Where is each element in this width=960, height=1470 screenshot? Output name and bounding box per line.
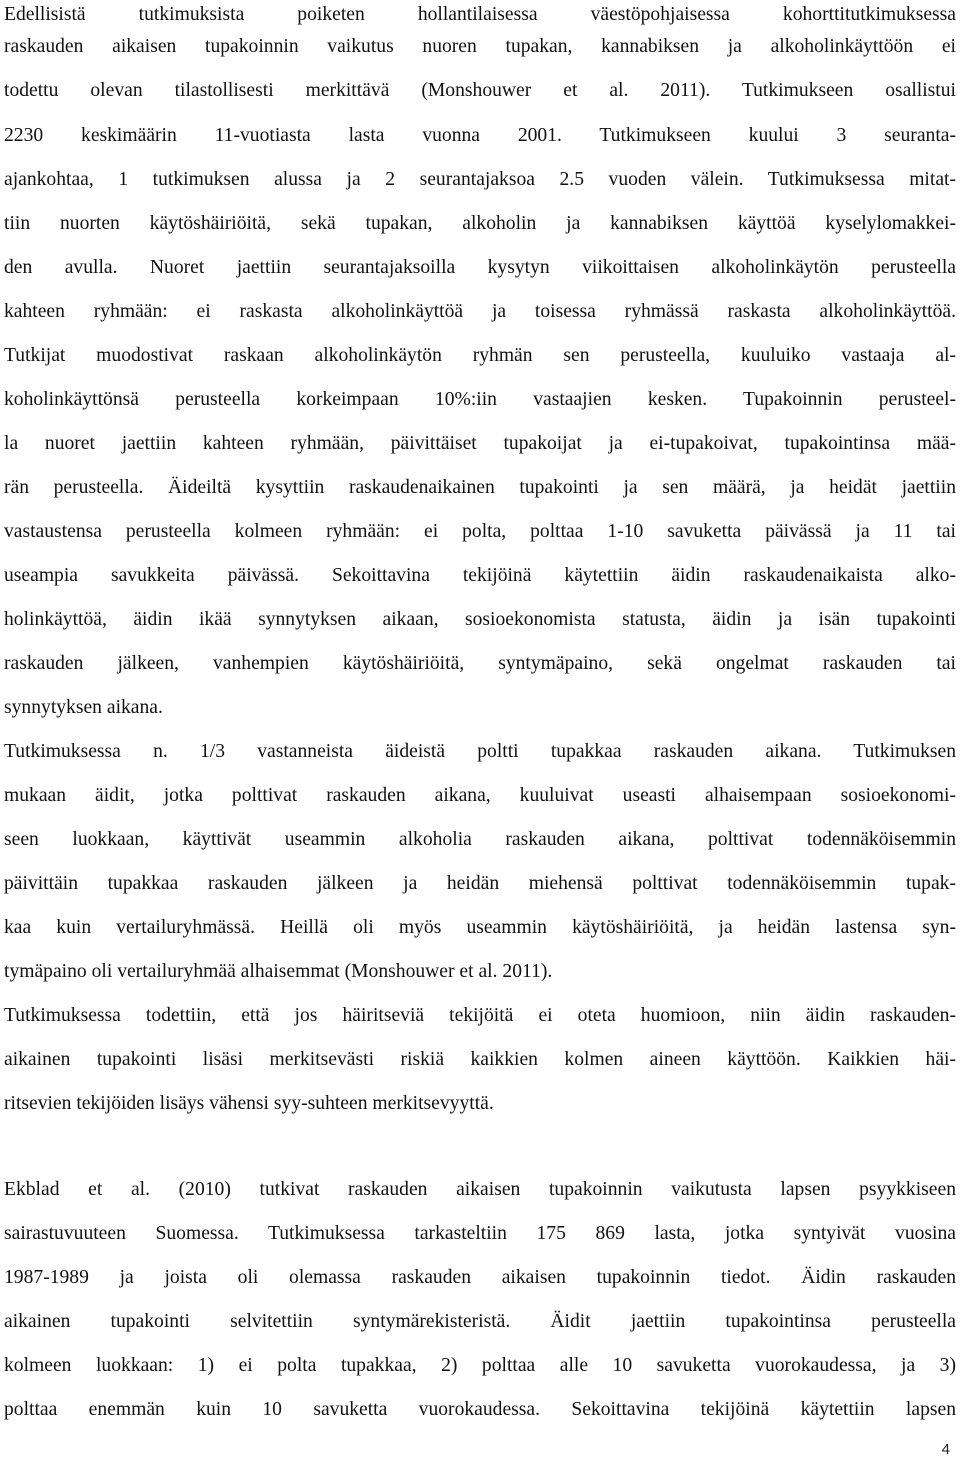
text-line: mukaan äidit, jotka polttivat raskauden aikana, kuuluivat useasti alhaisempaan sosioekonomi- <box>4 785 956 806</box>
text-line: la nuoret jaettiin kahteen ryhmään, päivittäiset tupakoijat ja ei-tupakoivat, tupakointinsa mää- <box>4 433 956 454</box>
text-line: koholinkäyttönsä perusteella korkeimpaan 10%:iin vastaajien kesken. Tupakoinnin perusteel- <box>4 389 956 410</box>
text-line: vastaustensa perusteella kolmeen ryhmään: ei polta, polttaa 1-10 savuketta päivässä ja 11 tai <box>4 521 956 542</box>
text-line: kaa kuin vertailuryhmässä. Heillä oli myös useammin käytöshäiriöitä, ja heidän lastensa syn- <box>4 917 956 938</box>
text-line: Tutkimuksessa todettiin, että jos häiritseviä tekijöitä ei oteta huomioon, niin äidin raskauden- <box>4 1005 956 1026</box>
text-line: päivittäin tupakkaa raskauden jälkeen ja heidän miehensä polttivat todennäköisemmin tupak- <box>4 873 956 894</box>
text-line: tymäpaino oli vertailuryhmää alhaisemmat (Monshouwer et al. 2011). <box>4 961 553 982</box>
text-line: aikainen tupakointi lisäsi merkitsevästi riskiä kaikkien kolmen aineen käyttöön. Kaikkien häi- <box>4 1049 956 1070</box>
text-line: rän perusteella. Äideiltä kysyttiin raskaudenaikainen tupakointi ja sen määrä, ja heidät jaettiin <box>4 477 956 498</box>
text-line: 2230 keskimäärin 11-vuotiasta lasta vuonna 2001. Tutkimukseen kuului 3 seuranta- <box>4 125 956 146</box>
page-number: 4 <box>941 1441 950 1458</box>
text-line: tiin nuorten käytöshäiriöitä, sekä tupakan, alkoholin ja kannabiksen käyttöä kyselylomakkei- <box>4 213 956 234</box>
text-line: ajankohtaa, 1 tutkimuksen alussa ja 2 seurantajaksoa 2.5 vuoden välein. Tutkimuksessa mitat- <box>4 169 956 190</box>
text-line: sairastuvuuteen Suomessa. Tutkimuksessa tarkasteltiin 175 869 lasta, jotka syntyivät vuosina <box>4 1223 956 1244</box>
text-line: Ekblad et al. (2010) tutkivat raskauden aikaisen tupakoinnin vaikutusta lapsen psyykkiseen <box>4 1179 956 1200</box>
text-line: todettu olevan tilastollisesti merkittävä (Monshouwer et al. 2011). Tutkimukseen osallistui <box>4 80 956 101</box>
text-line: Edellisistä tutkimuksista poiketen hollantilaisessa väestöpohjaisessa kohorttitutkimuksessa <box>4 4 956 25</box>
text-line: kahteen ryhmään: ei raskasta alkoholinkäyttöä ja toisessa ryhmässä raskasta alkoholinkäyttöä. <box>4 301 956 322</box>
text-line: useampia savukkeita päivässä. Sekoittavina tekijöinä käytettiin äidin raskaudenaikaista alko- <box>4 565 956 586</box>
text-line: den avulla. Nuoret jaettiin seurantajaksoilla kysytyn viikoittaisen alkoholinkäytön perusteella <box>4 257 956 278</box>
text-line: synnytyksen aikana. <box>4 697 163 718</box>
text-line: aikainen tupakointi selvitettiin syntymärekisteristä. Äidit jaettiin tupakointinsa perusteella <box>4 1311 956 1332</box>
text-line: raskauden jälkeen, vanhempien käytöshäiriöitä, syntymäpaino, sekä ongelmat raskauden tai <box>4 653 956 674</box>
text-line: raskauden aikaisen tupakoinnin vaikutus nuoren tupakan, kannabiksen ja alkoholinkäyttöön ei <box>4 36 956 57</box>
text-line: seen luokkaan, käyttivät useammin alkoholia raskauden aikana, polttivat todennäköisemmin <box>4 829 956 850</box>
text-line: kolmeen luokkaan: 1) ei polta tupakkaa, 2) polttaa alle 10 savuketta vuorokaudessa, ja 3) <box>4 1355 956 1376</box>
text-line: polttaa enemmän kuin 10 savuketta vuorokaudessa. Sekoittavina tekijöinä käytettiin lapsen <box>4 1399 956 1420</box>
text-line: ritsevien tekijöiden lisäys vähensi syy-suhteen merkitsevyyttä. <box>4 1093 494 1114</box>
text-line: Tutkijat muodostivat raskaan alkoholinkäytön ryhmän sen perusteella, kuuluiko vastaaja al- <box>4 345 956 366</box>
text-line: Tutkimuksessa n. 1/3 vastanneista äideistä poltti tupakkaa raskauden aikana. Tutkimuksen <box>4 741 956 762</box>
document-page <box>4 0 956 1470</box>
text-line: holinkäyttöä, äidin ikää synnytyksen aikaan, sosioekonomista statusta, äidin ja isän tupakointi <box>4 609 956 630</box>
text-line: 1987-1989 ja joista oli olemassa raskauden aikaisen tupakoinnin tiedot. Äidin raskauden <box>4 1267 956 1288</box>
